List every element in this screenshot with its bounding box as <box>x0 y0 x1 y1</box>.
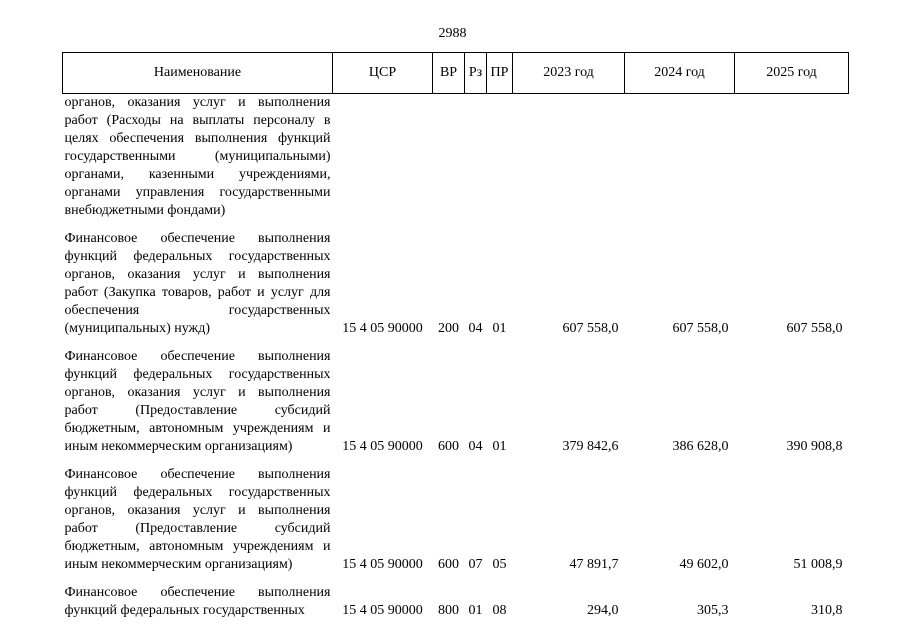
row-spacer <box>63 220 849 230</box>
row-csr: 15 4 05 90000 <box>342 321 423 336</box>
header-rz: Рз <box>465 53 487 94</box>
table-row <box>63 584 849 620</box>
header-2024: 2024 год <box>625 53 735 94</box>
row-2025: 310,8 <box>811 603 843 618</box>
row-vr: 600 <box>438 439 459 454</box>
row-2024: 49 602,0 <box>679 557 729 572</box>
row-2023: 379 842,6 <box>562 439 619 454</box>
row-csr <box>333 94 433 221</box>
row-pr: 08 <box>492 603 507 618</box>
header-2025: 2025 год <box>735 53 849 94</box>
budget-table <box>62 52 849 620</box>
row-2023: 294,0 <box>587 603 619 618</box>
row-vr <box>433 94 465 221</box>
row-2023: 607 558,0 <box>562 321 619 336</box>
table-row <box>63 94 849 221</box>
page-number: 2988 <box>438 26 467 41</box>
row-name: Финансовое обеспечение выполнения функций федеральных государственных органов, оказания услуг и выполнения работ (Предоставление субсидий бюджетным, автономным учреждениям и иным некоммерческим организациям) <box>64 349 331 454</box>
row-name: Финансовое обеспечение выполнения функций федеральных государственных органов, оказания услуг и выполнения работ (Предоставление субсидий бюджетным, автономным учреждениям и иным некоммерческим организациям) <box>64 467 331 572</box>
row-vr: 200 <box>438 321 459 336</box>
row-vr: 800 <box>438 603 459 618</box>
row-pr: 05 <box>492 557 507 572</box>
header-vr: ВР <box>433 53 465 94</box>
row-2025: 51 008,9 <box>793 557 843 572</box>
row-vr: 600 <box>438 557 459 572</box>
row-rz: 04 <box>468 321 483 336</box>
row-2025 <box>735 94 849 221</box>
row-name: Финансовое обеспечение выполнения функций федеральных государственных органов, оказания услуг и выполнения работ (Закупка товаров, работ и услуг для обеспечения государственных (муниципальных) нужд) <box>64 231 331 336</box>
row-pr <box>487 94 513 221</box>
row-rz <box>465 94 487 221</box>
table-row <box>63 230 849 338</box>
table-row <box>63 348 849 456</box>
header-pr: ПР <box>487 53 513 94</box>
row-2024: 607 558,0 <box>672 321 729 336</box>
row-pr: 01 <box>492 321 507 336</box>
table-row <box>63 466 849 574</box>
header-name: Наименование <box>63 53 333 94</box>
row-pr: 01 <box>492 439 507 454</box>
row-2025: 390 908,8 <box>786 439 843 454</box>
row-spacer <box>63 574 849 584</box>
row-csr: 15 4 05 90000 <box>342 557 423 572</box>
row-2023 <box>513 94 625 221</box>
row-rz: 01 <box>468 603 483 618</box>
row-2024: 305,3 <box>697 603 729 618</box>
row-name: Финансовое обеспечение выполнения функций федеральных государственных <box>64 585 331 618</box>
row-csr: 15 4 05 90000 <box>342 439 423 454</box>
row-spacer <box>63 456 849 466</box>
row-2024: 386 628,0 <box>672 439 729 454</box>
row-2023: 47 891,7 <box>569 557 619 572</box>
table-header <box>63 53 849 94</box>
row-spacer <box>63 338 849 348</box>
header-2023: 2023 год <box>513 53 625 94</box>
row-rz: 04 <box>468 439 483 454</box>
row-csr: 15 4 05 90000 <box>342 603 423 618</box>
header-csr: ЦСР <box>333 53 433 94</box>
row-2024 <box>625 94 735 221</box>
row-rz: 07 <box>468 557 483 572</box>
row-2025: 607 558,0 <box>786 321 843 336</box>
row-name: органов, оказания услуг и выполнения работ (Расходы на выплаты персоналу в целях обеспечения выполнения функций государственными (муниципальными) органами, казенными учреждениями, органами управления государственными внебюджетными фондами) <box>64 95 331 218</box>
